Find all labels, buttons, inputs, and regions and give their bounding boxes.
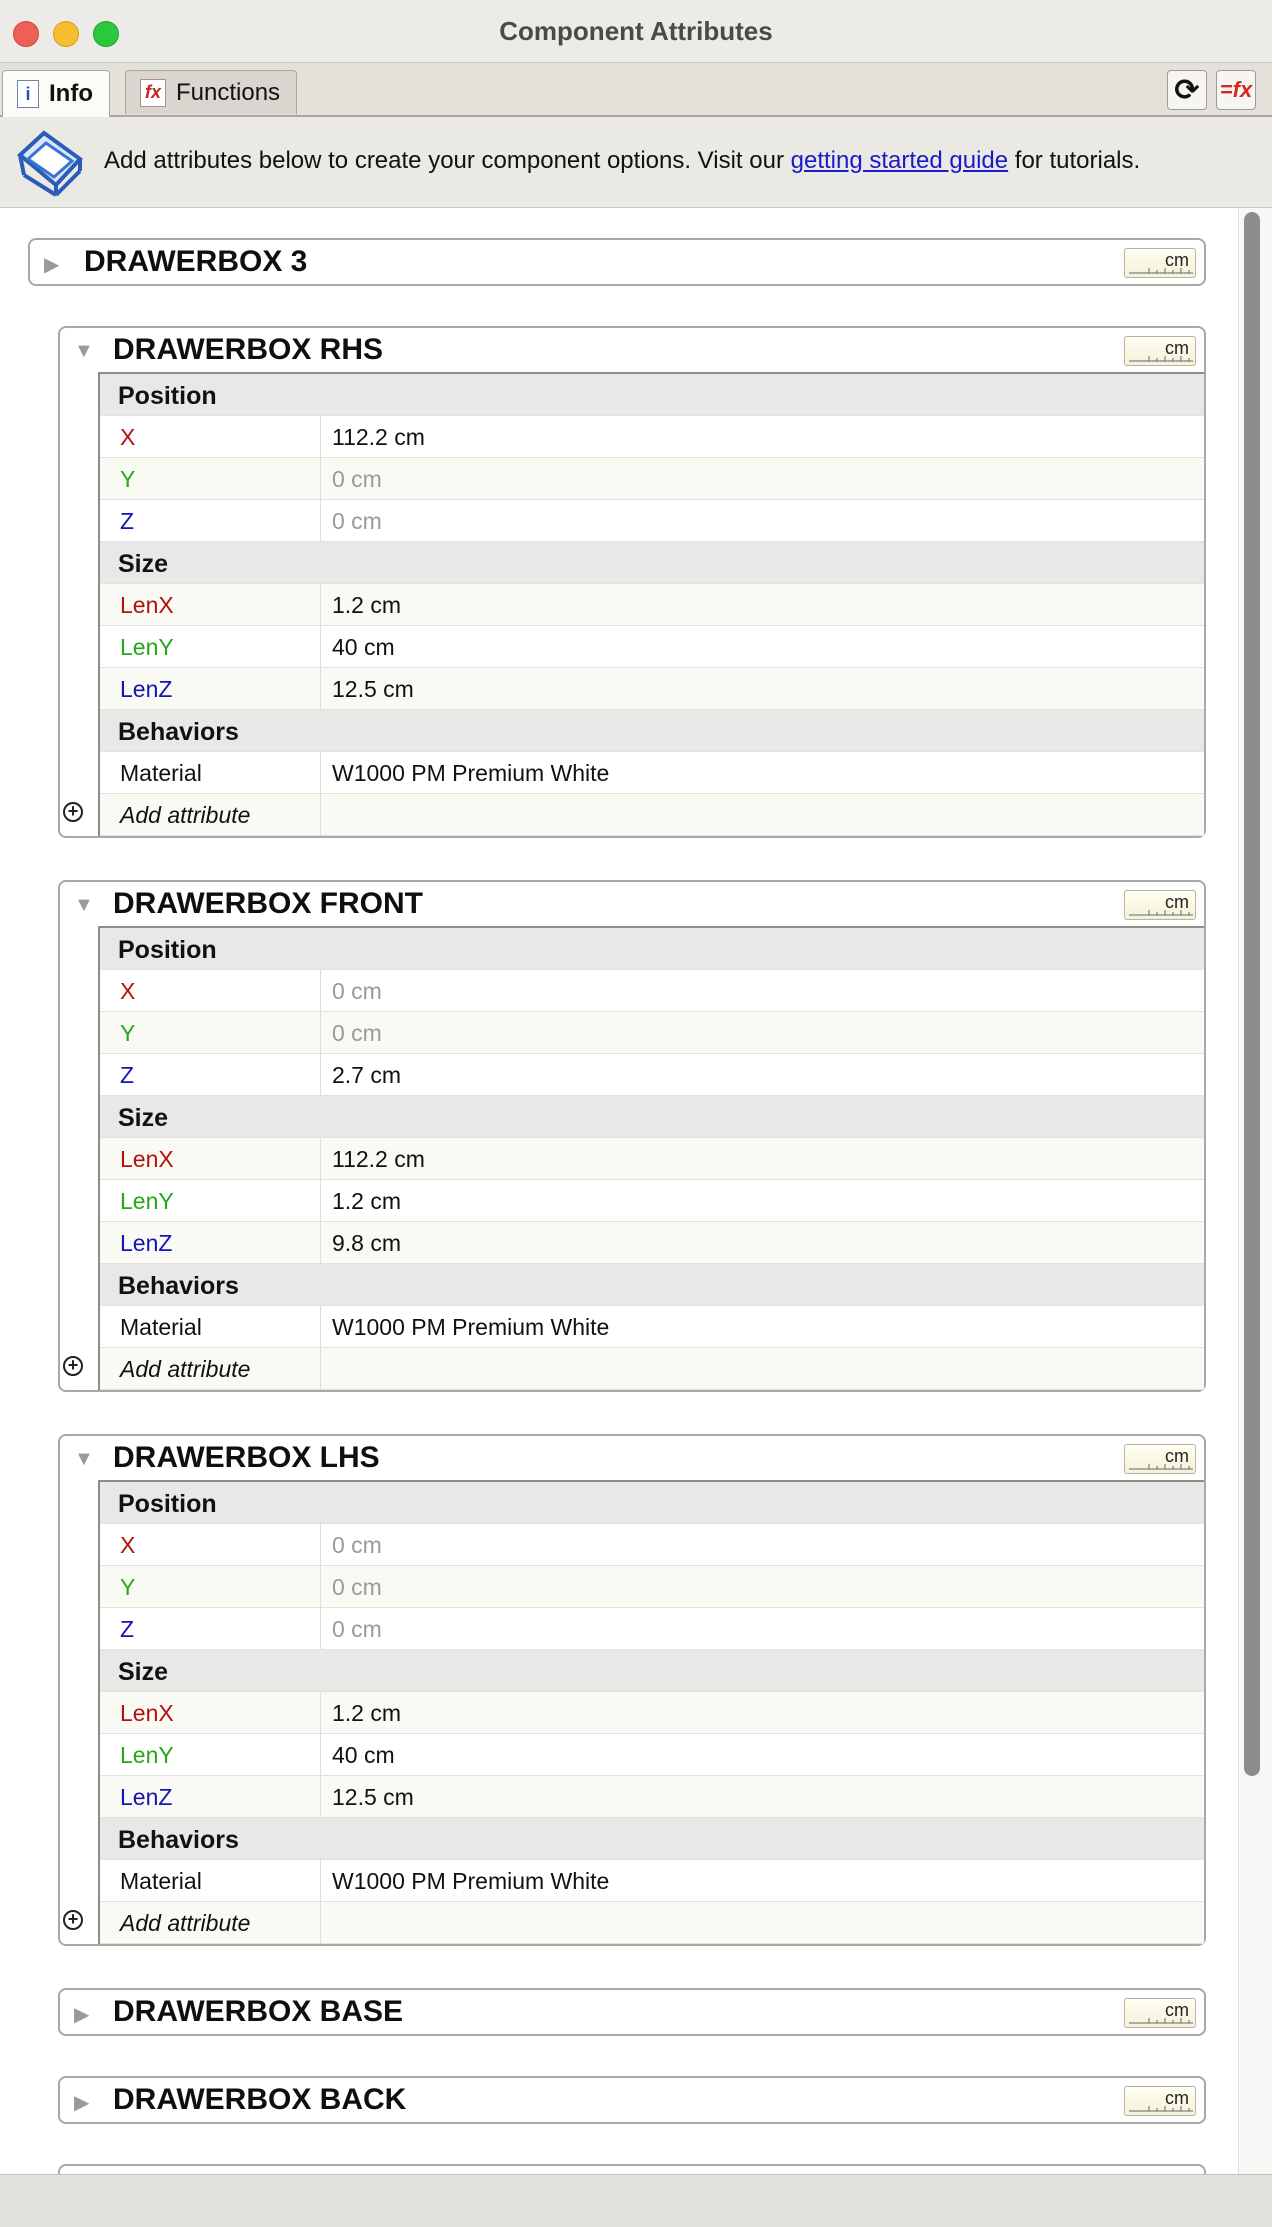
- add-attribute-label[interactable]: Add attribute: [120, 1356, 251, 1382]
- component-panel: [58, 1988, 1206, 2036]
- add-circle-icon[interactable]: +: [63, 802, 83, 822]
- component-header[interactable]: [60, 2078, 1204, 2122]
- attribute-row[interactable]: [100, 500, 1204, 542]
- attribute-name: Material: [120, 1314, 202, 1340]
- ruler-icon: [1129, 2016, 1193, 2024]
- function-icon: fx: [140, 79, 166, 107]
- section-label: Behaviors: [118, 718, 239, 746]
- attribute-name: X: [120, 978, 136, 1004]
- attribute-row[interactable]: [100, 1222, 1204, 1264]
- attribute-row[interactable]: [100, 1138, 1204, 1180]
- attribute-name: LenZ: [120, 676, 173, 702]
- attribute-name: LenX: [120, 592, 174, 618]
- attribute-value[interactable]: 1.2 cm: [332, 1188, 402, 1214]
- attribute-name: Y: [120, 1574, 136, 1600]
- attribute-name: LenX: [120, 1700, 174, 1726]
- add-attribute-row[interactable]: [67, 1902, 1204, 1944]
- attribute-row[interactable]: [100, 1012, 1204, 1054]
- attribute-value[interactable]: 0 cm: [332, 1532, 382, 1558]
- units-button[interactable]: [1124, 336, 1196, 366]
- component-title: DRAWERBOX BASE: [113, 1995, 404, 2028]
- attribute-name: LenX: [120, 1146, 174, 1172]
- attribute-name: Z: [120, 508, 135, 534]
- add-attribute-row[interactable]: [67, 794, 1204, 836]
- units-label: cm: [1165, 250, 1189, 270]
- attribute-name: LenZ: [120, 1784, 173, 1810]
- component-title: DRAWERBOX FRONT: [113, 887, 423, 920]
- component-header[interactable]: [60, 882, 1204, 926]
- attribute-name: Z: [120, 1616, 135, 1642]
- attribute-row[interactable]: [100, 970, 1204, 1012]
- attribute-name: Y: [120, 466, 136, 492]
- component-title: DRAWERBOX RHS: [113, 333, 384, 366]
- section-label: Size: [118, 1658, 169, 1686]
- attribute-value[interactable]: 0 cm: [332, 1574, 382, 1600]
- refresh-button[interactable]: [1167, 70, 1207, 110]
- component-panel: [28, 238, 1206, 286]
- section-header-behaviors: [100, 710, 1204, 752]
- attribute-value[interactable]: W1000 PM Premium White: [332, 1314, 610, 1340]
- info-icon: i: [17, 80, 39, 108]
- component-header[interactable]: [60, 328, 1204, 372]
- window-title: Component Attributes: [499, 16, 773, 46]
- units-label: cm: [1165, 2000, 1189, 2020]
- component-panel: [58, 1434, 1206, 1946]
- attribute-value[interactable]: 112.2 cm: [332, 1146, 425, 1172]
- ruler-icon: [1129, 266, 1193, 274]
- attribute-row[interactable]: [100, 668, 1204, 710]
- attribute-value[interactable]: 2.7 cm: [332, 1062, 402, 1088]
- getting-started-link[interactable]: getting started guide: [790, 147, 1009, 174]
- ruler-icon: [1129, 908, 1193, 916]
- attribute-value[interactable]: 40 cm: [332, 1742, 395, 1768]
- attribute-row[interactable]: [100, 1054, 1204, 1096]
- component-header[interactable]: [30, 240, 1204, 284]
- add-circle-icon[interactable]: +: [63, 1356, 83, 1376]
- section-label: Size: [118, 550, 169, 578]
- section-label: Position: [118, 1490, 217, 1518]
- section-header-position: [100, 374, 1204, 416]
- component-panel: [58, 326, 1206, 838]
- ruler-icon: [1129, 354, 1193, 362]
- banner-message: [104, 147, 1140, 175]
- info-banner: [0, 117, 1272, 208]
- attribute-name: Y: [120, 1020, 136, 1046]
- units-label: cm: [1165, 1446, 1189, 1466]
- component-title: DRAWERBOX BACK: [113, 2083, 407, 2116]
- attribute-value[interactable]: W1000 PM Premium White: [332, 1868, 610, 1894]
- add-attribute-row[interactable]: [67, 1348, 1204, 1390]
- attribute-value[interactable]: W1000 PM Premium White: [332, 760, 610, 786]
- attribute-value[interactable]: 40 cm: [332, 634, 395, 660]
- attribute-row[interactable]: [100, 1734, 1204, 1776]
- attribute-name: LenZ: [120, 1230, 173, 1256]
- attribute-row[interactable]: [100, 626, 1204, 668]
- attribute-row[interactable]: [100, 1608, 1204, 1650]
- section-header-behaviors: [100, 1818, 1204, 1860]
- attribute-row[interactable]: [100, 1692, 1204, 1734]
- component-title: DRAWERBOX LHS: [113, 1441, 380, 1474]
- attribute-name: LenY: [120, 634, 174, 660]
- attribute-row[interactable]: [100, 1860, 1204, 1902]
- formula-icon: =fx: [1219, 77, 1253, 102]
- tab-functions[interactable]: [125, 70, 297, 114]
- collapse-triangle-icon[interactable]: ▼: [74, 894, 94, 916]
- attribute-row[interactable]: [100, 458, 1204, 500]
- section-header-size: [100, 1650, 1204, 1692]
- tab-bar: [0, 63, 1272, 117]
- section-header-size: [100, 542, 1204, 584]
- attribute-row[interactable]: [100, 1306, 1204, 1348]
- section-header-position: [100, 928, 1204, 970]
- tab-info-label: Info: [49, 80, 93, 107]
- attribute-row[interactable]: [100, 416, 1204, 458]
- attributes-scroll-area: [0, 208, 1272, 2174]
- component-cube-icon: [14, 125, 88, 199]
- component-panel-partial: [58, 2164, 1206, 2174]
- attribute-table: [67, 926, 1204, 1390]
- attribute-row[interactable]: [100, 752, 1204, 794]
- attribute-value[interactable]: 0 cm: [332, 466, 382, 492]
- section-label: Behaviors: [118, 1272, 239, 1300]
- banner-text-after: for tutorials.: [1008, 147, 1141, 174]
- units-button[interactable]: [1124, 1444, 1196, 1474]
- attribute-value[interactable]: 1.2 cm: [332, 1700, 402, 1726]
- refresh-icon: ⟳: [1174, 73, 1200, 107]
- collapse-triangle-icon[interactable]: ▼: [74, 1448, 94, 1470]
- attribute-name: Z: [120, 1062, 135, 1088]
- expand-triangle-icon[interactable]: ▶: [74, 2092, 90, 2114]
- add-attribute-label[interactable]: Add attribute: [120, 1910, 251, 1936]
- banner-text-before: Add attributes below to create your component options. Visit our: [104, 147, 791, 174]
- attribute-value[interactable]: 0 cm: [332, 1020, 382, 1046]
- attribute-name: X: [120, 1532, 136, 1558]
- vertical-scrollbar-thumb[interactable]: [1244, 212, 1260, 1776]
- component-panel: [58, 2076, 1206, 2124]
- attribute-row[interactable]: [100, 1566, 1204, 1608]
- units-label: cm: [1165, 892, 1189, 912]
- attribute-row[interactable]: [100, 1776, 1204, 1818]
- attribute-value[interactable]: 0 cm: [332, 508, 382, 534]
- units-label: cm: [1165, 338, 1189, 358]
- section-header-size: [100, 1096, 1204, 1138]
- attribute-name: Material: [120, 1868, 202, 1894]
- units-button[interactable]: [1124, 2086, 1196, 2116]
- attribute-name: LenY: [120, 1188, 174, 1214]
- attribute-value[interactable]: 1.2 cm: [332, 592, 402, 618]
- attribute-table: [67, 372, 1204, 836]
- status-bar: [0, 2174, 1272, 2227]
- component-panel: [58, 880, 1206, 1392]
- section-header-position: [100, 1482, 1204, 1524]
- units-button[interactable]: [1124, 890, 1196, 920]
- attribute-value[interactable]: 112.2 cm: [332, 424, 425, 450]
- section-label: Position: [118, 936, 217, 964]
- units-label: cm: [1165, 2088, 1189, 2108]
- component-header[interactable]: [60, 1990, 1204, 2034]
- attribute-name: LenY: [120, 1742, 174, 1768]
- section-label: Behaviors: [118, 1826, 239, 1854]
- units-button[interactable]: [1124, 248, 1196, 278]
- section-header-behaviors: [100, 1264, 1204, 1306]
- attribute-name: Material: [120, 760, 202, 786]
- component-title: DRAWERBOX 3: [84, 245, 308, 278]
- tab-functions-label: Functions: [176, 78, 281, 106]
- formula-toggle-button[interactable]: [1216, 70, 1256, 110]
- tab-info[interactable]: [2, 70, 110, 117]
- ruler-icon: [1129, 2104, 1193, 2112]
- section-label: Position: [118, 382, 217, 410]
- attribute-name: X: [120, 424, 136, 450]
- collapse-triangle-icon[interactable]: ▼: [74, 340, 94, 362]
- title-bar: [0, 0, 1272, 63]
- add-circle-icon[interactable]: +: [63, 1910, 83, 1930]
- attribute-value[interactable]: 0 cm: [332, 978, 382, 1004]
- attribute-value[interactable]: 12.5 cm: [332, 1784, 414, 1810]
- attribute-row[interactable]: [100, 1180, 1204, 1222]
- ruler-icon: [1129, 1462, 1193, 1470]
- attribute-value[interactable]: 12.5 cm: [332, 676, 414, 702]
- expand-triangle-icon[interactable]: ▶: [74, 2004, 90, 2026]
- attribute-table: [67, 1480, 1204, 1944]
- attribute-row[interactable]: [100, 1524, 1204, 1566]
- attribute-row[interactable]: [100, 584, 1204, 626]
- component-header[interactable]: [60, 1436, 1204, 1480]
- add-attribute-label[interactable]: Add attribute: [120, 802, 251, 828]
- expand-triangle-icon[interactable]: ▶: [44, 254, 60, 276]
- attribute-value[interactable]: 9.8 cm: [332, 1230, 402, 1256]
- attribute-value[interactable]: 0 cm: [332, 1616, 382, 1642]
- section-label: Size: [118, 1104, 169, 1132]
- units-button[interactable]: [1124, 1998, 1196, 2028]
